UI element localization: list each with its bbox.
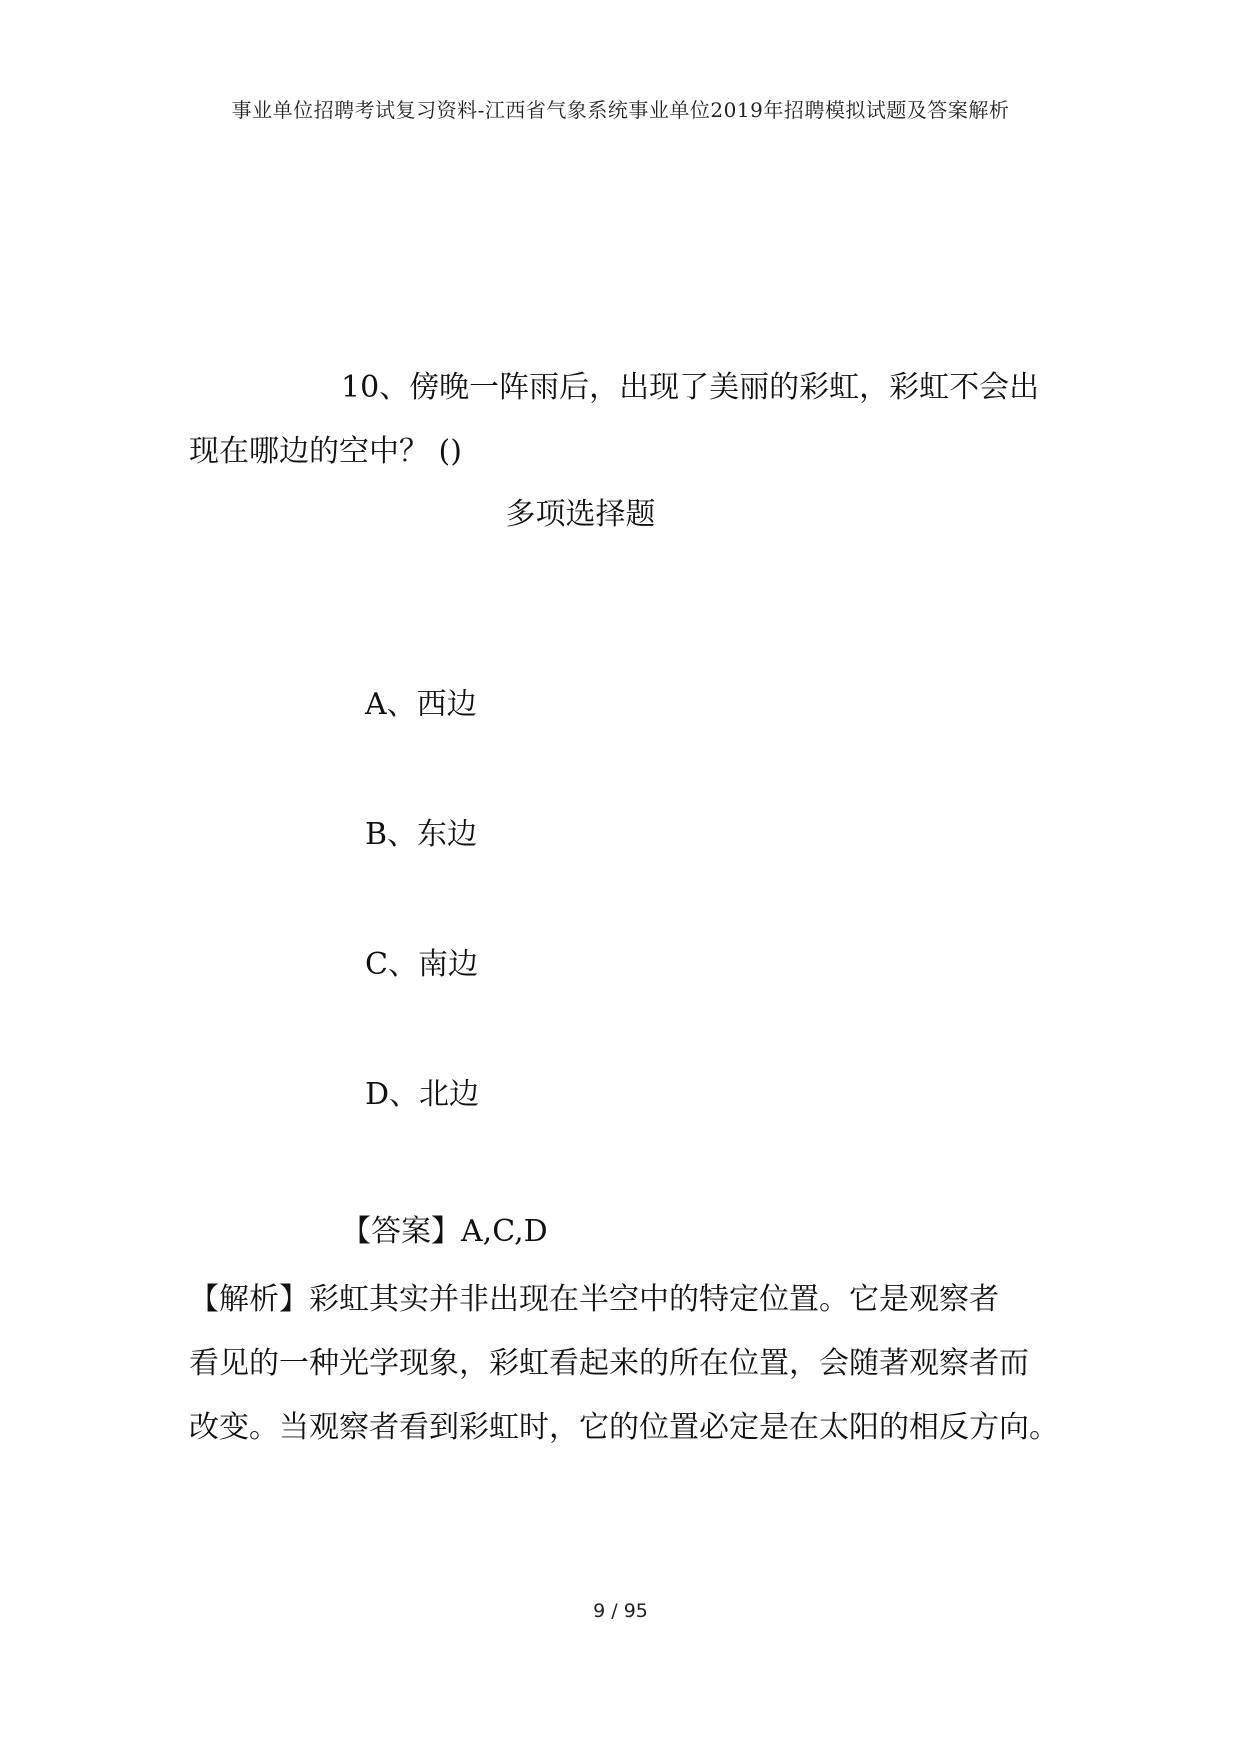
question-line-2: 现在哪边的空中？ () (189, 434, 462, 469)
question-type: 多项选择题 (505, 497, 656, 532)
analysis-line-3: 改变。当观察者看到彩虹时，它的位置必定是在太阳的相反方向。 (189, 1410, 1059, 1445)
page-header: 事业单位招聘考试复习资料-江西省气象系统事业单位2019年招聘模拟试题及答案解析 (231, 98, 1010, 122)
options-list (365, 685, 479, 1205)
page-number: 9 / 95 (593, 1600, 648, 1622)
question-line-1: 10、傍晚一阵雨后，出现了美丽的彩虹，彩虹不会出 (341, 370, 1040, 405)
question-text (189, 356, 1059, 484)
analysis-line-2: 看见的一种光学现象，彩虹看起来的所在位置，会随著观察者而 (189, 1346, 1029, 1381)
analysis-line-1: 【解析】彩虹其实并非出现在半空中的特定位置。它是观察者 (189, 1282, 999, 1317)
answer: 【答案】A,C,D (341, 1214, 548, 1249)
option-a: A、西边 (365, 687, 477, 722)
option-d: D、北边 (365, 1077, 480, 1112)
option-c: C、南边 (365, 947, 478, 982)
analysis (189, 1268, 1059, 1460)
option-b: B、东边 (365, 817, 478, 852)
